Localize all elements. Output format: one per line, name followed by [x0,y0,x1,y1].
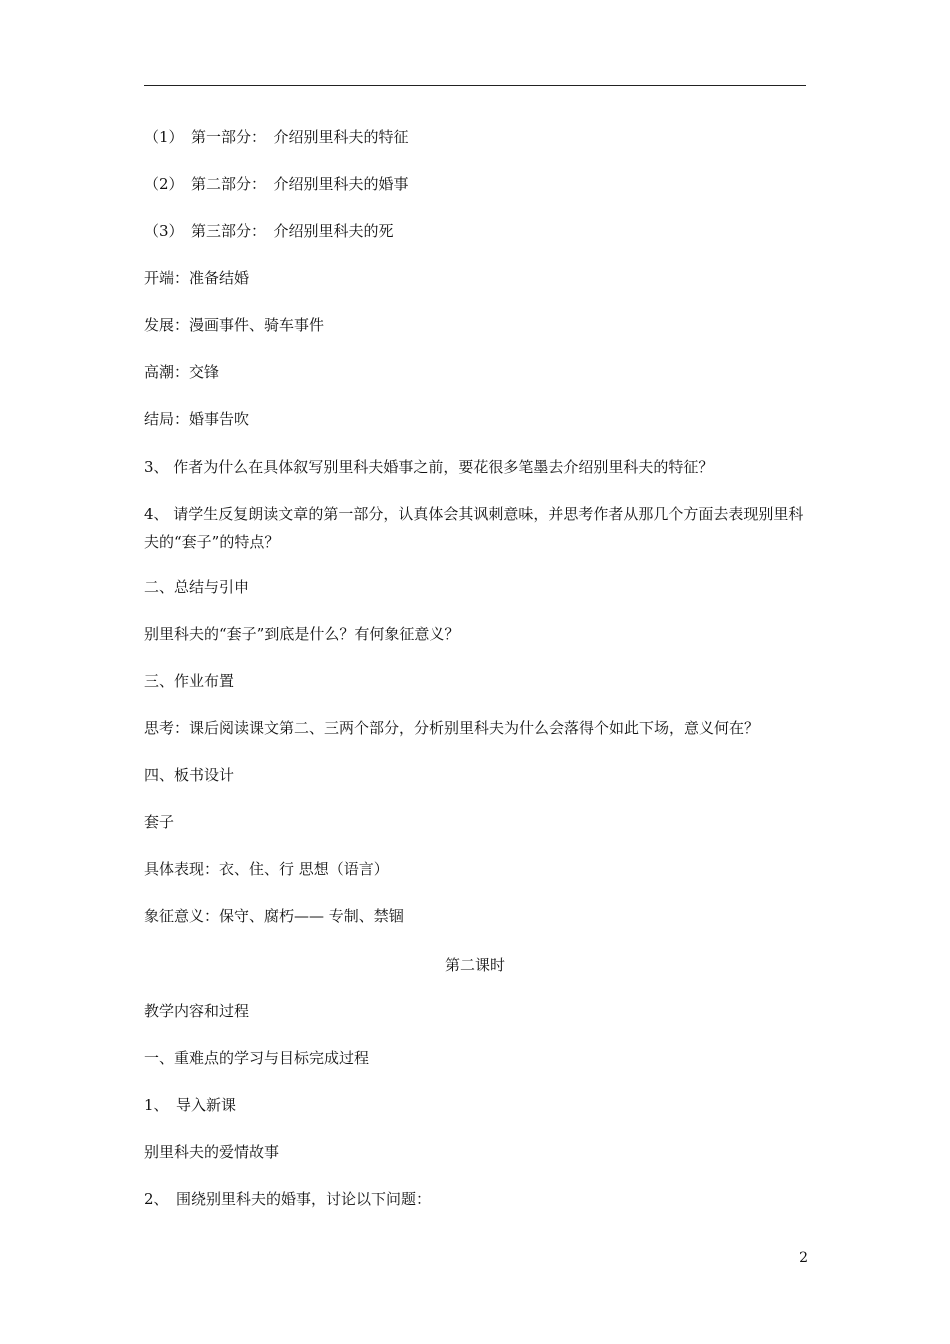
plot-beginning: 开端：准备结婚 [144,269,250,287]
question-3: 3、 作者为什么在具体叙写别里科夫婚事之前，要花很多笔墨去介绍别里科夫的特征？ [144,458,714,476]
question-4: 4、 请学生反复朗读文章的第一部分，认真体会其讽刺意味，并思考作者从那几个方面去表现别里科夫的“套子”的特点？ [144,505,804,551]
love-story-line: 别里科夫的爱情故事 [144,1143,280,1161]
summary-question: 别里科夫的“套子”到底是什么？有何象征意义？ [144,625,460,643]
board-title: 套子 [144,813,175,831]
board-symbolism: 象征意义：保守、腐朽—— 专制、禁锢 [144,907,404,925]
homework-text: 思考：课后阅读课文第二、三两个部分，分析别里科夫为什么会落得个如此下场，意义何在？ [144,719,760,737]
plot-ending: 结局：婚事告吹 [144,410,250,428]
outline-part-3: （3） 第三部分： 介绍别里科夫的死 [144,222,394,240]
page-number: 2 [799,1250,808,1266]
plot-climax: 高潮：交锋 [144,363,220,381]
section-key-points-heading: 一、重难点的学习与目标完成过程 [144,1049,370,1067]
teaching-content-heading: 教学内容和过程 [144,1002,250,1020]
step-2-discussion: 2、 围绕别里科夫的婚事，讨论以下问题： [144,1190,432,1208]
lesson-two-title: 第二课时 [444,956,505,974]
section-board-design-heading: 四、板书设计 [144,766,235,784]
section-summary-heading: 二、总结与引申 [144,578,250,596]
board-manifestation: 具体表现：衣、住、行 思想（语言） [144,860,389,878]
outline-part-2: （2） 第二部分： 介绍别里科夫的婚事 [144,175,409,193]
outline-part-1: （1） 第一部分： 介绍别里科夫的特征 [144,128,409,146]
header-rule [144,85,806,86]
section-homework-heading: 三、作业布置 [144,672,235,690]
step-1-introduction: 1、 导入新课 [144,1096,237,1114]
plot-development: 发展：漫画事件、骑车事件 [144,316,325,334]
